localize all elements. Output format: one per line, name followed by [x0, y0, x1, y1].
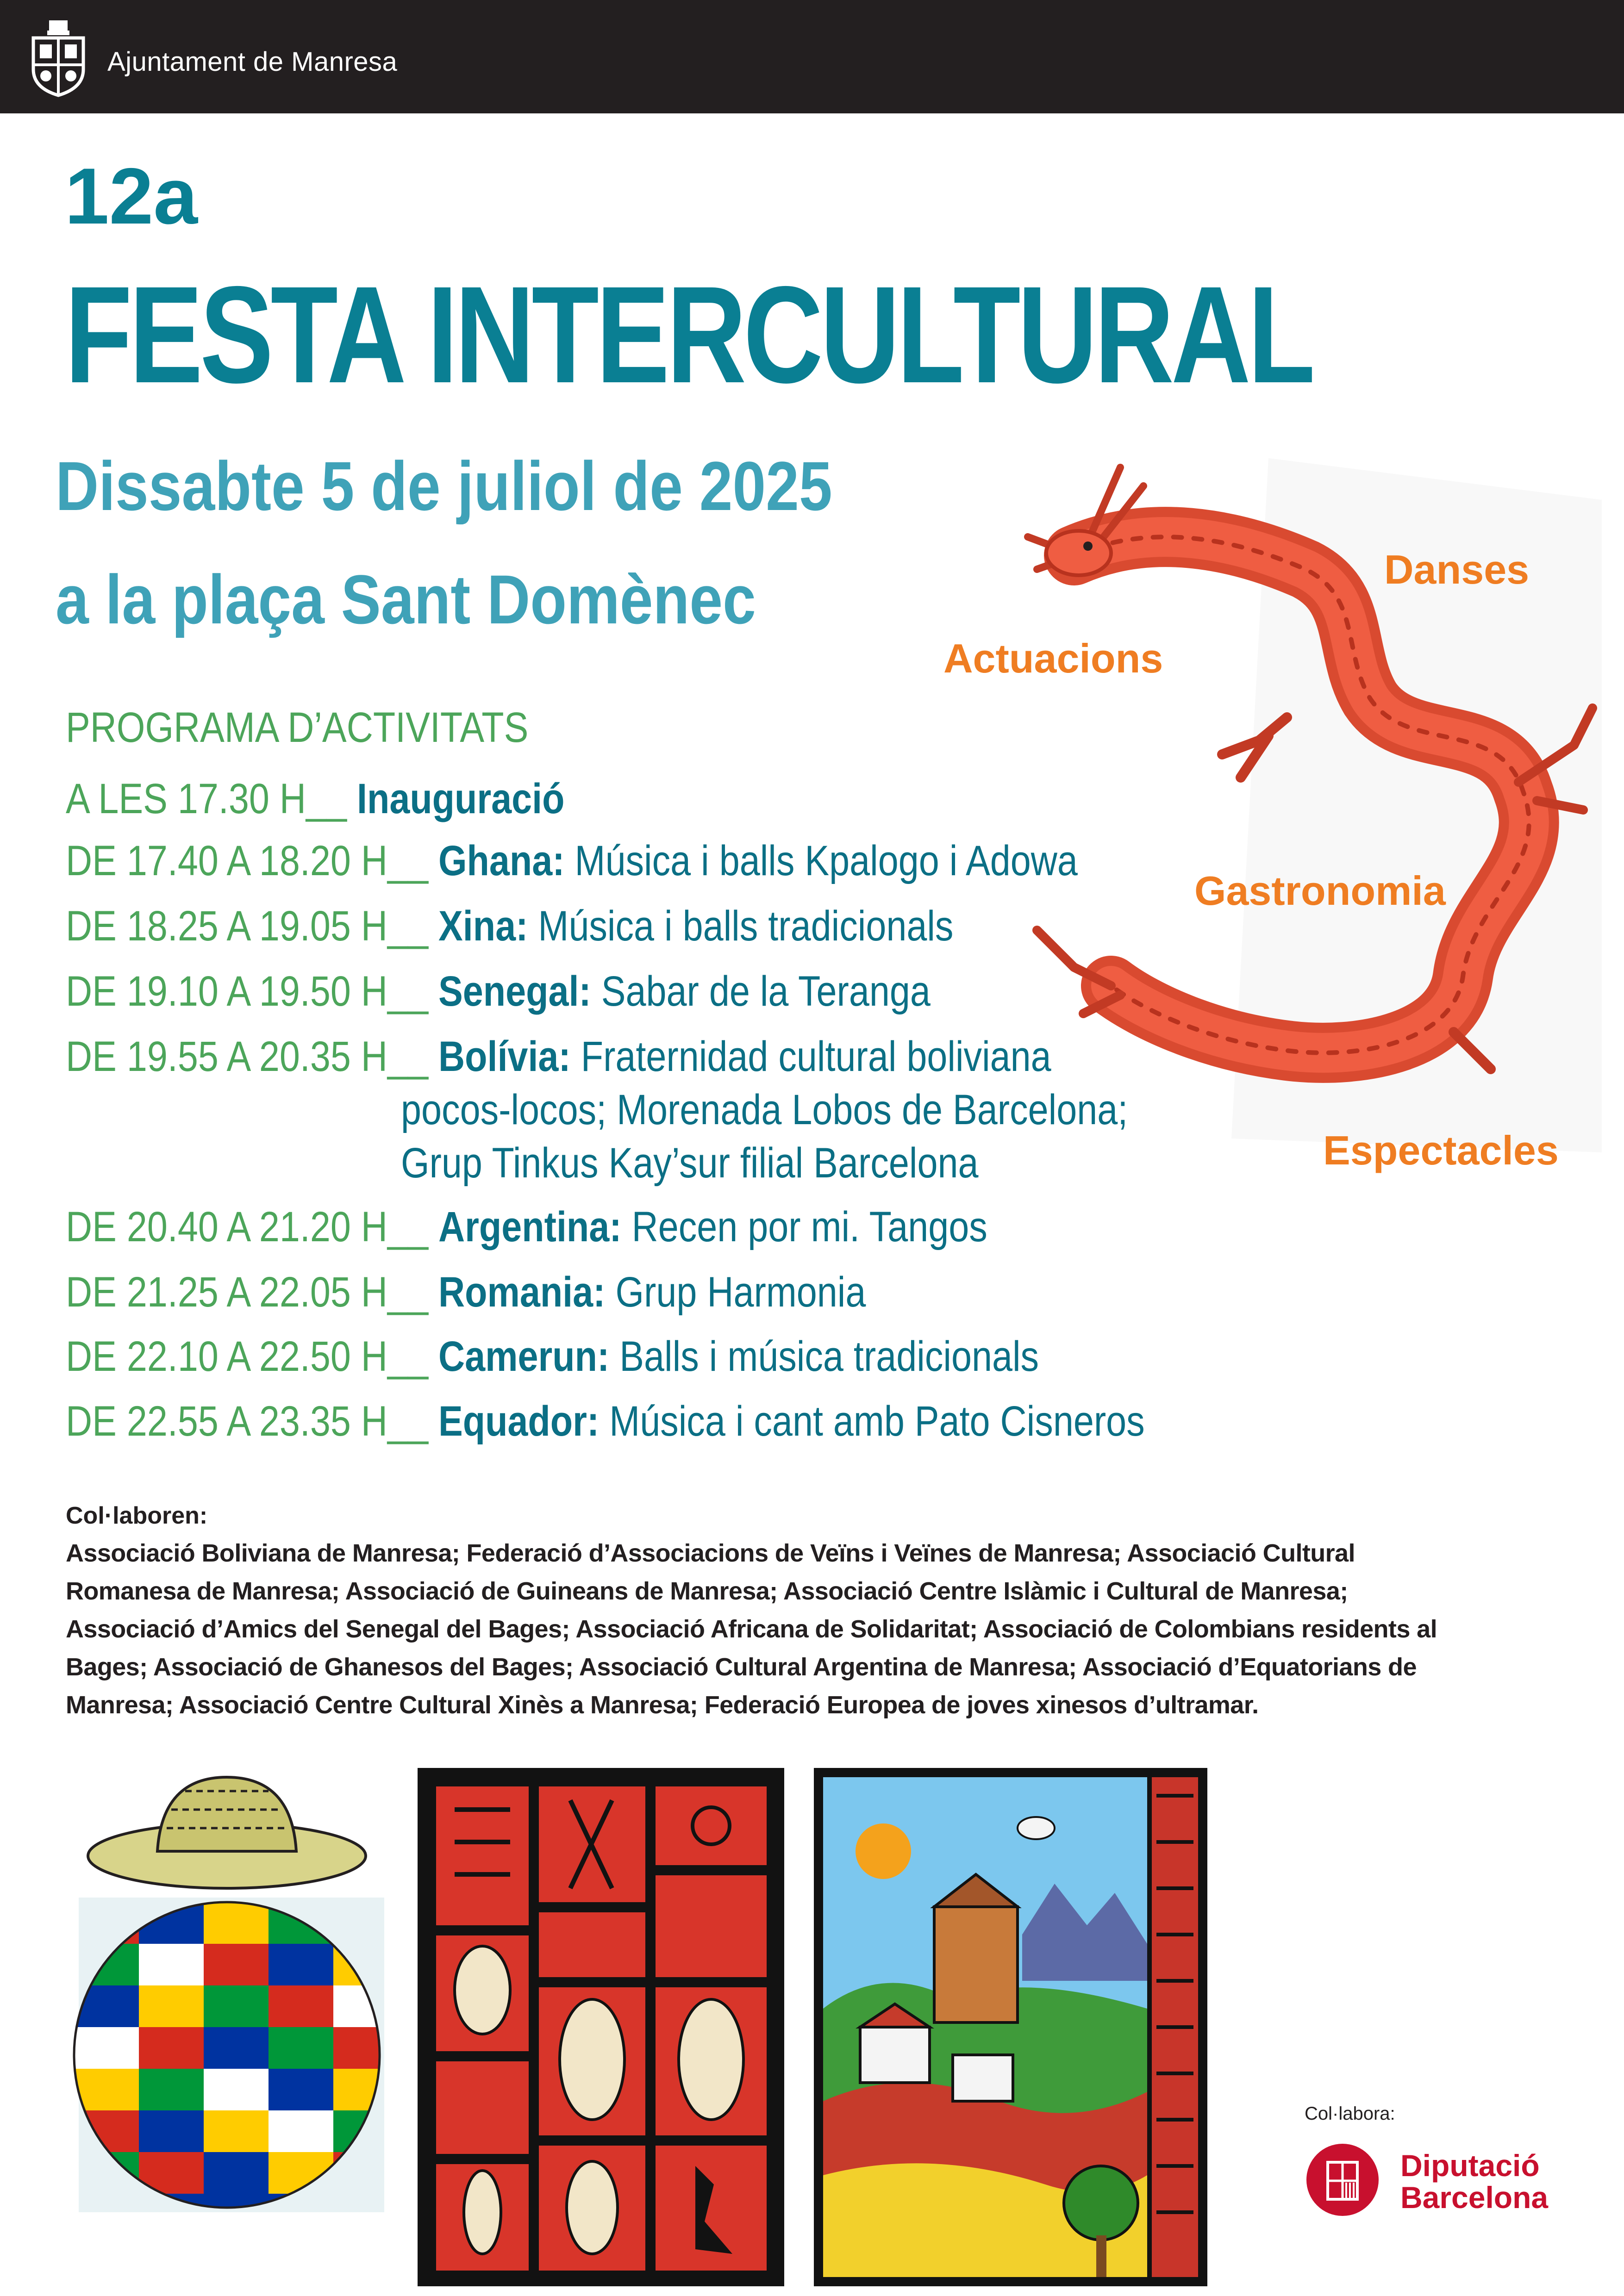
program-country: Bolívia:	[438, 1033, 571, 1080]
highlight-actuacions: Actuacions	[943, 635, 1163, 681]
program-activity: Balls i música tradicionals	[619, 1333, 1039, 1380]
program-time: DE 20.40 A 21.20 H__	[66, 1203, 429, 1251]
sponsor-label: Col·labora:	[1305, 2103, 1395, 2124]
organization-name: Ajuntament de Manresa	[107, 47, 398, 77]
header-bar	[0, 0, 1624, 113]
program-row	[66, 1035, 1051, 1078]
program-country: Camerun:	[438, 1333, 610, 1380]
program-row	[66, 1335, 1039, 1378]
program-activity: Música i balls Kpalogo i Adowa	[575, 837, 1078, 884]
program-country: Senegal:	[438, 968, 591, 1015]
program-time: DE 17.40 A 18.20 H__	[66, 837, 429, 884]
program-row	[66, 837, 1078, 884]
program-row	[66, 775, 565, 822]
event-date: Dissabte 5 de juliol de 2025	[56, 447, 832, 525]
program-activity: Fraternidad cultural boliviana	[581, 1033, 1051, 1080]
edition-number: 12a	[65, 152, 198, 241]
african-masks-illustration	[418, 1768, 784, 2286]
highlight-danses: Danses	[1384, 547, 1530, 592]
program-time: DE 22.10 A 22.50 H__	[66, 1333, 429, 1380]
manresa-crest-icon	[29, 19, 88, 97]
program-activity: Música i balls tradicionals	[538, 902, 954, 950]
collaborators-heading: Col·laboren:	[66, 1502, 208, 1529]
sponsor-name-line2: Barcelona	[1400, 2180, 1549, 2215]
program-activity-continuation: Grup Tinkus Kay’sur filial Barcelona	[401, 1139, 979, 1187]
sponsor-name	[1400, 2150, 1548, 2214]
event-place: a la plaça Sant Domènec	[56, 560, 756, 638]
program-country: Romania:	[438, 1269, 606, 1316]
program-time: DE 19.55 A 20.35 H__	[66, 1033, 429, 1080]
program-country: Ghana:	[438, 837, 565, 884]
diputacio-barcelona-logo-icon	[1305, 2143, 1380, 2217]
highlight-gastronomia: Gastronomia	[1194, 868, 1446, 914]
program-activity: Grup Harmonia	[615, 1269, 866, 1316]
program-time: DE 22.55 A 23.35 H__	[66, 1398, 429, 1445]
event-title: FESTA INTERCULTURAL	[65, 258, 1312, 412]
program-heading: PROGRAMA D’ACTIVITATS	[66, 704, 529, 751]
program-row	[66, 1400, 1145, 1443]
program-activity: Sabar de la Teranga	[601, 968, 931, 1015]
program-activity: Música i cant amb Pato Cisneros	[609, 1398, 1145, 1445]
collaborators-list: Associació Boliviana de Manresa; Federació d’Associacions de Veïns i Veïnes de Manresa; Associació Cultural Romanesa de Manresa; Associació de Guineans de Manresa; Associació Centre Islàmic i Cultural de Manresa; Associació d’Amics del Senegal del Bages; Associació Africana de Solidaritat; Associació de Colombians residents al Bages; Associació de Ghanesos del Bages; Associació Cultural Argentina de Manresa; Associació d’Equatorians de Manresa; Associació Centre Cultural Xinès a Manresa; Federació Europea de joves xinesos d’ultramar.	[66, 1539, 1437, 1719]
program-row	[66, 970, 931, 1013]
manresa-landscape-illustration	[814, 1768, 1207, 2286]
program-row	[66, 902, 954, 950]
program-time: DE 19.10 A 19.50 H__	[66, 968, 429, 1015]
program-country: Xina:	[438, 902, 528, 950]
program-time: DE 18.25 A 19.05 H__	[66, 902, 429, 950]
highlight-espectacles: Espectacles	[1323, 1127, 1559, 1173]
program-row	[66, 1203, 987, 1251]
program-activity: Recen por mi. Tangos	[631, 1203, 987, 1251]
program-country: Argentina:	[438, 1203, 622, 1251]
program-title: Inauguració	[357, 775, 565, 822]
program-time: DE 21.25 A 22.05 H__	[66, 1269, 429, 1316]
hat-and-flag-globe-illustration	[65, 1759, 389, 2221]
program-time: A LES 17.30 H__	[66, 775, 347, 822]
program-country: Equador:	[438, 1398, 600, 1445]
program-activity-continuation: pocos-locos; Morenada Lobos de Barcelona;	[401, 1086, 1128, 1133]
program-row	[66, 1269, 866, 1316]
sponsor-name-line1: Diputació	[1400, 2148, 1540, 2183]
